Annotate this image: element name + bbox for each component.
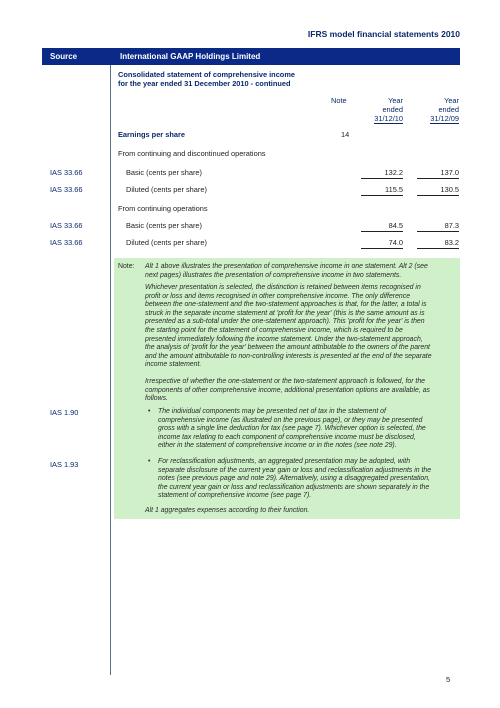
page-number: 5 [446,675,451,684]
source-ref: IAS 33.66 [50,238,83,247]
eps-heading: Earnings per share [118,130,185,139]
note-column-heading: Note [331,96,347,105]
note-line: income tax relating to each component of comprehensive income must be disclosed, [158,433,416,441]
note-paragraph-3 [145,378,430,404]
eps-value-2010: 132.2 [361,168,403,179]
company-name: International GAAP Holdings Limited [120,52,261,61]
note-line: the starting point for the statement of comprehensive income, which is required to be [145,326,403,334]
eps-value-2009: 130.5 [417,185,459,196]
year-2009-heading-line-2: ended [438,105,459,114]
year-2009-column-heading [417,96,459,123]
source-ref: IAS 33.66 [50,168,83,177]
note-line: The individual components may be presented net of tax in the statement of [158,408,386,415]
note-line: next pages) illustrates the presentation of comprehensive income in two statements. [145,271,402,279]
note-line: struck in the separate income statement at 'profit for the year' (this is the same amount as is [145,309,425,317]
note-line: the current year gain or loss and reclassification adjustments are shown separately in the [158,483,430,491]
note-line: follows. [145,395,168,403]
note-line: Alt 1 above illustrates the presentation of comprehensive income in one statement. Alt 2 (see [145,263,428,270]
bullet-marker: • [148,408,151,415]
source-ref: IAS 1.90 [50,408,79,417]
note-line: presented immediately following the income statement. Under the two-statement approach, [145,335,423,343]
note-bullet-2 [158,458,431,501]
continuing-subheading: From continuing operations [118,204,208,213]
note-line: Irrespective of whether the one-statement or the two-statement approach is followed, for the [145,378,425,385]
year-2010-column-heading [361,96,403,123]
note-line: the analysis of 'profit for the year' between the amount attributable to the owners of the parent [145,344,430,352]
continuing-discontinued-subheading: From continuing and discontinued operations [118,149,266,158]
bullet-marker: • [148,458,151,465]
source-ref: IAS 33.66 [50,185,83,194]
note-line: comprehensive income (as illustrated on the previous page), or they may be presented [158,416,423,424]
source-ref: IAS 1.93 [50,460,79,469]
document-running-title: IFRS model financial statements 2010 [307,29,460,39]
year-2010-heading-line-2: ended [382,105,403,114]
note-line: separate disclosure of the current year gain or loss and reclassification adjustments in the [158,466,432,474]
eps-value-2010: 84.5 [361,221,403,232]
note-bullet-1 [158,408,426,451]
note-line: gross with a single line deduction for tax (see page 7). Whichever option is selected, the [158,425,426,433]
note-line: and the amount attributable to non-controlling interests is presented at the end of the separate [145,352,432,360]
eps-value-2010: 115.5 [361,185,403,196]
note-line: Whichever presentation is selected, the distinction is retained between items recognised in [145,284,421,291]
source-ref: IAS 33.66 [50,221,83,230]
note-line: between the one-statement and the two-statement approaches is that, for the latter, a total is [145,301,427,309]
note-label: Note: [118,263,135,270]
note-line: For reclassification adjustments, an aggregated presentation may be adopted, with [158,458,411,465]
statement-title [118,70,295,88]
note-paragraph-2 [145,284,432,370]
statement-title-line-1: Consolidated statement of comprehensive income [118,70,296,79]
year-2010-heading-line-1: Year [388,96,403,105]
eps-row-label: Basic (cents per share) [126,168,202,177]
year-2009-heading-date: 31/12/09 [430,114,459,123]
source-column-heading: Source [50,52,78,61]
note-line: components of other comprehensive income, additional presentation options are available, as [145,386,430,394]
note-line: profit or loss and items recognised in other comprehensive income. The only difference [145,292,411,300]
eps-value-2010: 74.0 [361,238,403,249]
year-2009-heading-line-1: Year [444,96,459,105]
note-line: notes (see previous page and note 29). Alternatively, using a disaggregated presentation, [158,475,430,483]
eps-row-label: Diluted (cents per share) [126,238,207,247]
note-paragraph-1 [145,263,428,280]
table-header-bar [42,48,460,65]
eps-row-label: Diluted (cents per share) [126,185,207,194]
eps-note-ref: 14 [341,130,350,139]
note-line: either in the statement of comprehensive income or in the notes (see note 29). [158,442,397,450]
statement-title-line-2: for the year ended 31 December 2010 - continued [118,79,291,88]
note-line: presented as a sub-total under the one-statement approach). This 'profit for the year' is then [145,318,425,326]
note-closing: Alt 1 aggregates expenses according to their function. [145,507,310,514]
eps-value-2009: 87.3 [417,221,459,232]
eps-value-2009: 137.0 [417,168,459,179]
column-divider [110,65,111,675]
eps-value-2009: 83.2 [417,238,459,249]
note-line: income statement. [145,361,202,369]
note-line: statement of comprehensive income (see page 7). [158,492,312,500]
eps-row-label: Basic (cents per share) [126,221,202,230]
year-2010-heading-date: 31/12/10 [374,114,403,123]
